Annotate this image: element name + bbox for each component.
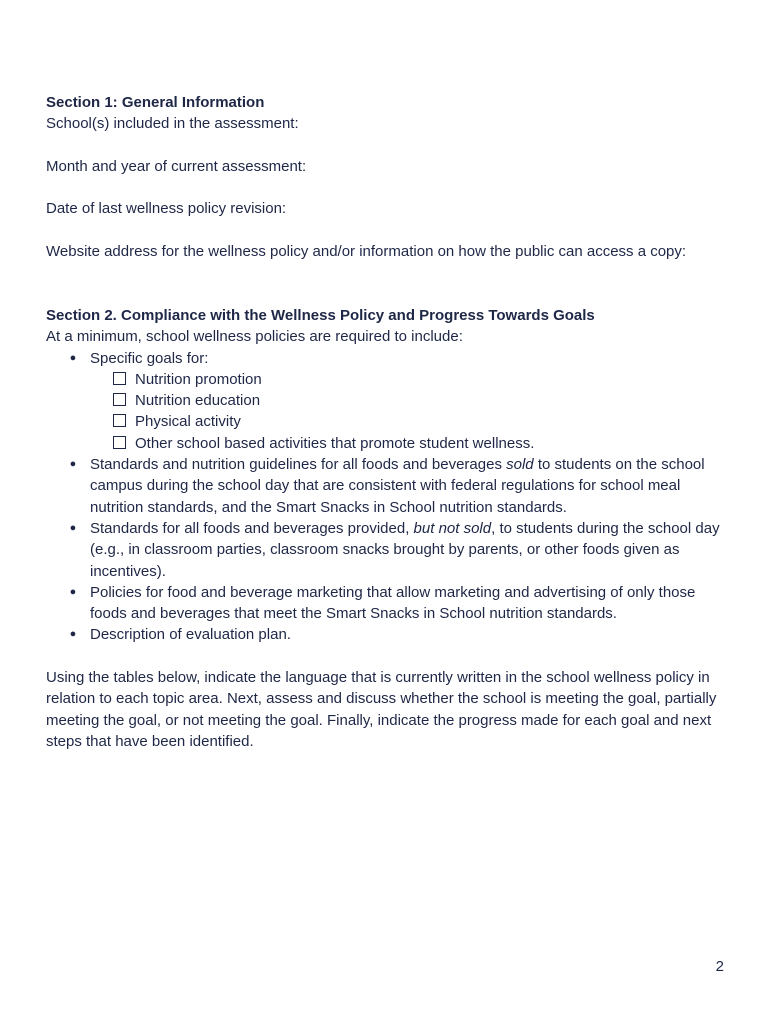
list-item: ● Standards for all foods and beverages provided, but not sold, to students during the school day (e.g., in classroom parties, classroom snacks brought by parents, or other foods given as incentives). bbox=[69, 519, 720, 580]
section2-intro: At a minimum, school wellness policies are required to include: bbox=[46, 328, 463, 346]
page-number: 2 bbox=[715, 958, 724, 975]
section2-heading: Section 2. Compliance with the Wellness Policy and Progress Towards Goals bbox=[46, 306, 595, 324]
field-assessment-date-label: Month and year of current assessment: bbox=[46, 157, 307, 175]
checklist-item bbox=[90, 433, 736, 454]
field-website-label: Website address for the wellness policy and/or information on how the public can access a copy: bbox=[46, 243, 687, 261]
field-schools-label: School(s) included in the assessment: bbox=[46, 115, 299, 133]
checklist-item bbox=[90, 390, 736, 411]
checkbox-label: Other school based activities that promote student wellness. bbox=[135, 434, 535, 452]
bullet-icon: ● bbox=[69, 521, 77, 534]
checklist-item bbox=[90, 411, 736, 432]
requirements-list bbox=[46, 348, 736, 646]
checkbox-label: Nutrition promotion bbox=[135, 370, 262, 388]
checkbox-icon[interactable] bbox=[113, 436, 126, 449]
checkbox-icon[interactable] bbox=[113, 414, 126, 427]
bullet-icon: ● bbox=[69, 585, 77, 598]
field-revision-date-label: Date of last wellness policy revision: bbox=[46, 200, 287, 218]
list-item: ● Policies for food and beverage marketing that allow marketing and advertising of only those foods and beverages that meet the Smart Snacks in School nutrition standards. bbox=[69, 583, 696, 623]
bullet-icon: ● bbox=[69, 458, 77, 471]
document-page bbox=[46, 92, 736, 752]
goals-checklist bbox=[90, 369, 736, 454]
checkbox-icon[interactable] bbox=[113, 372, 126, 385]
list-item: ● Standards and nutrition guidelines for all foods and beverages sold to students on the school campus during the school day that are consistent with federal regulations for school meal nutrition standards, and the Smart Snacks in School nutrition standards. bbox=[69, 456, 705, 516]
checkbox-label: Physical activity bbox=[135, 413, 241, 431]
section1-heading: Section 1: General Information bbox=[46, 94, 265, 111]
list-item: ● Description of evaluation plan. bbox=[46, 624, 736, 645]
checkbox-icon[interactable] bbox=[113, 393, 126, 406]
checklist-item bbox=[90, 369, 736, 390]
list-item bbox=[46, 348, 736, 454]
instructions-paragraph: Using the tables below, indicate the language that is currently written in the school wellness policy in relation to each topic area. Next, assess and discuss whether the school is meeting the goal, partially meeting the goal, or not meeting the goal. Finally, indicate the progress made for each goal and next steps that have been identified. bbox=[46, 669, 717, 750]
checkbox-label: Nutrition education bbox=[135, 392, 261, 410]
goals-label: Specific goals for: bbox=[90, 349, 209, 367]
bullet-icon: ● bbox=[69, 628, 77, 641]
bullet-icon: ● bbox=[69, 351, 77, 364]
